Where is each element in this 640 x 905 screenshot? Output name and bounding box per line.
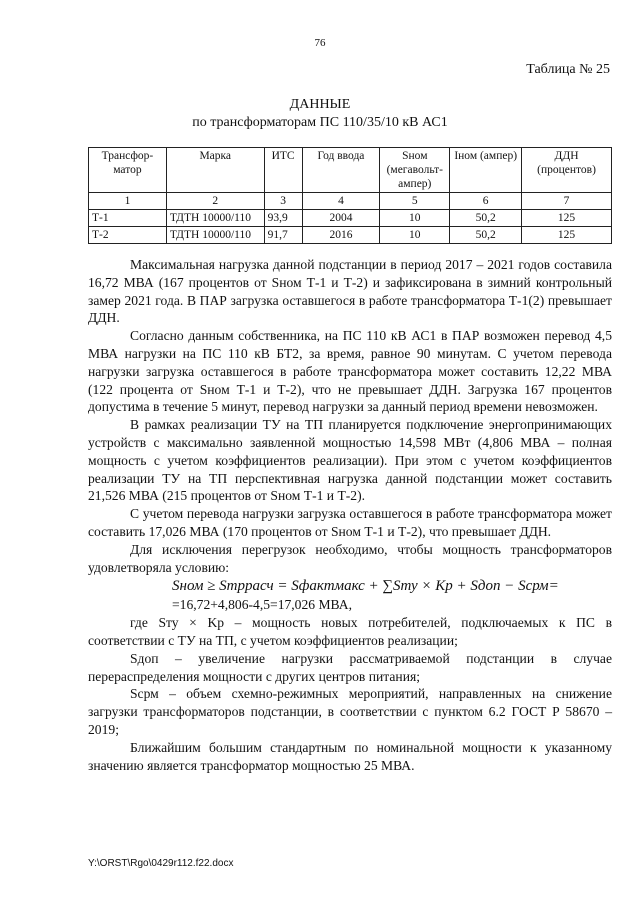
table-cell: ТДТН 10000/110 [166, 210, 264, 227]
column-number: 5 [380, 193, 450, 210]
table-header: Год ввода [302, 148, 380, 193]
table-cell: 2004 [302, 210, 380, 227]
table-cell: 125 [522, 210, 612, 227]
formula: Sном ≥ Sтррасч = Sфактмакс + ∑Sту × Kр + Sдоп − Sсрм= [172, 578, 559, 595]
column-number: 2 [166, 193, 264, 210]
column-number: 6 [450, 193, 522, 210]
paragraph: Максимальная нагрузка данной подстанции в период 2017 – 2021 годов составила 16,72 МВА (167 процентов от Sном Т-1 и Т-2) и зафиксирована в зимний контрольный замер 2021 года. В ПАР загрузка оставшегося в работе трансформатора Т-1(2) превышает ДДН. [88, 257, 612, 326]
definition: где Sту × Kр – мощность новых потребителей, подключаемых к ПС в соответствии с ТУ на ТП, с учетом коэффициентов реализации; [88, 615, 612, 648]
table-title [0, 96, 640, 132]
table-header: ИТС [264, 148, 302, 193]
table-cell: 2016 [302, 227, 380, 244]
title-line-2: по трансформаторам ПС 110/35/10 кВ АС1 [192, 115, 448, 130]
definition: Sсрм – объем схемно-режимных мероприятий, направленных на снижение загрузки трансформаторов подстанции, в соответствии с пунктом 6.2 ГОСТ Р 58670 – 2019; [88, 686, 612, 737]
column-number: 4 [302, 193, 380, 210]
table-cell: 50,2 [450, 210, 522, 227]
table-label: Таблица № 25 [526, 62, 610, 77]
column-number: 3 [264, 193, 302, 210]
paragraph: С учетом перевода нагрузки загрузка оставшегося в работе трансформатора может составить 17,026 МВА (170 процентов от Sном Т-1 и Т-2), что превышает ДДН. [88, 506, 612, 539]
title-line-1: ДАННЫЕ [289, 97, 351, 112]
definition: Sдоп – увеличение нагрузки рассматриваемой подстанции в случае перераспределения мощности с других центров питания; [88, 650, 612, 684]
body-text [88, 256, 612, 774]
table-cell: Т-2 [89, 227, 167, 244]
table-cell: 93,9 [264, 210, 302, 227]
table-cell: 91,7 [264, 227, 302, 244]
page-number: 76 [314, 37, 326, 49]
table-cell: 10 [380, 227, 450, 244]
paragraph: Для исключения перегрузок необходимо, чтобы мощность трансформаторов удовлетворяла условию: [88, 541, 612, 575]
column-number: 1 [89, 193, 167, 210]
table-header-row [89, 148, 612, 193]
column-number: 7 [522, 193, 612, 210]
transformer-table [88, 147, 612, 244]
table-cell: 50,2 [450, 227, 522, 244]
table-cell: 125 [522, 227, 612, 244]
paragraph: В рамках реализации ТУ на ТП планируется подключение энергопринимающих устройств с максимально заявленной мощностью 14,598 МВт (4,806 МВА – полная мощность с учетом коэффициентов реализации). При этом с учетом коэффициентов реализации ТУ на ТП перспективная нагрузка данной подстанции может составить 21,526 МВА (215 процентов от Sном Т-1 и Т-2). [88, 417, 612, 504]
table-header: Марка [166, 148, 264, 193]
table-header: Iном (ампер) [450, 148, 522, 193]
column-number-row [89, 193, 612, 210]
paragraph: Согласно данным собственника, на ПС 110 кВ АС1 в ПАР возможен перевод 4,5 МВА нагрузки на ПС 110 кВ БТ2, за время, равное 90 минутам. С учетом перевода нагрузки загрузка оставшегося в работе трансформатора может составить 12,22 МВА (122 процента от Sном Т-1 и Т-2), что не превышает ДДН. Загрузка 167 процентов допустима в течение 5 минут, перевод нагрузки за данный период времени невозможен. [88, 328, 612, 415]
table-row [89, 210, 612, 227]
table-row [89, 227, 612, 244]
table-header: Трансфор-матор [89, 148, 167, 193]
table-cell: 10 [380, 210, 450, 227]
table-header: Sном (мегавольт-ампер) [380, 148, 450, 193]
formula-result: =16,72+4,806-4,5=17,026 МВА, [172, 597, 352, 613]
conclusion: Ближайшим большим стандартным по номинальной мощности к указанному значению является трансформатор мощностью 25 МВА. [88, 739, 612, 773]
footer-file-path: Y:\ORST\Rgo\0429r112.f22.docx [88, 858, 234, 869]
table-cell: ТДТН 10000/110 [166, 227, 264, 244]
table-cell: Т-1 [89, 210, 167, 227]
table-header: ДДН (процентов) [522, 148, 612, 193]
